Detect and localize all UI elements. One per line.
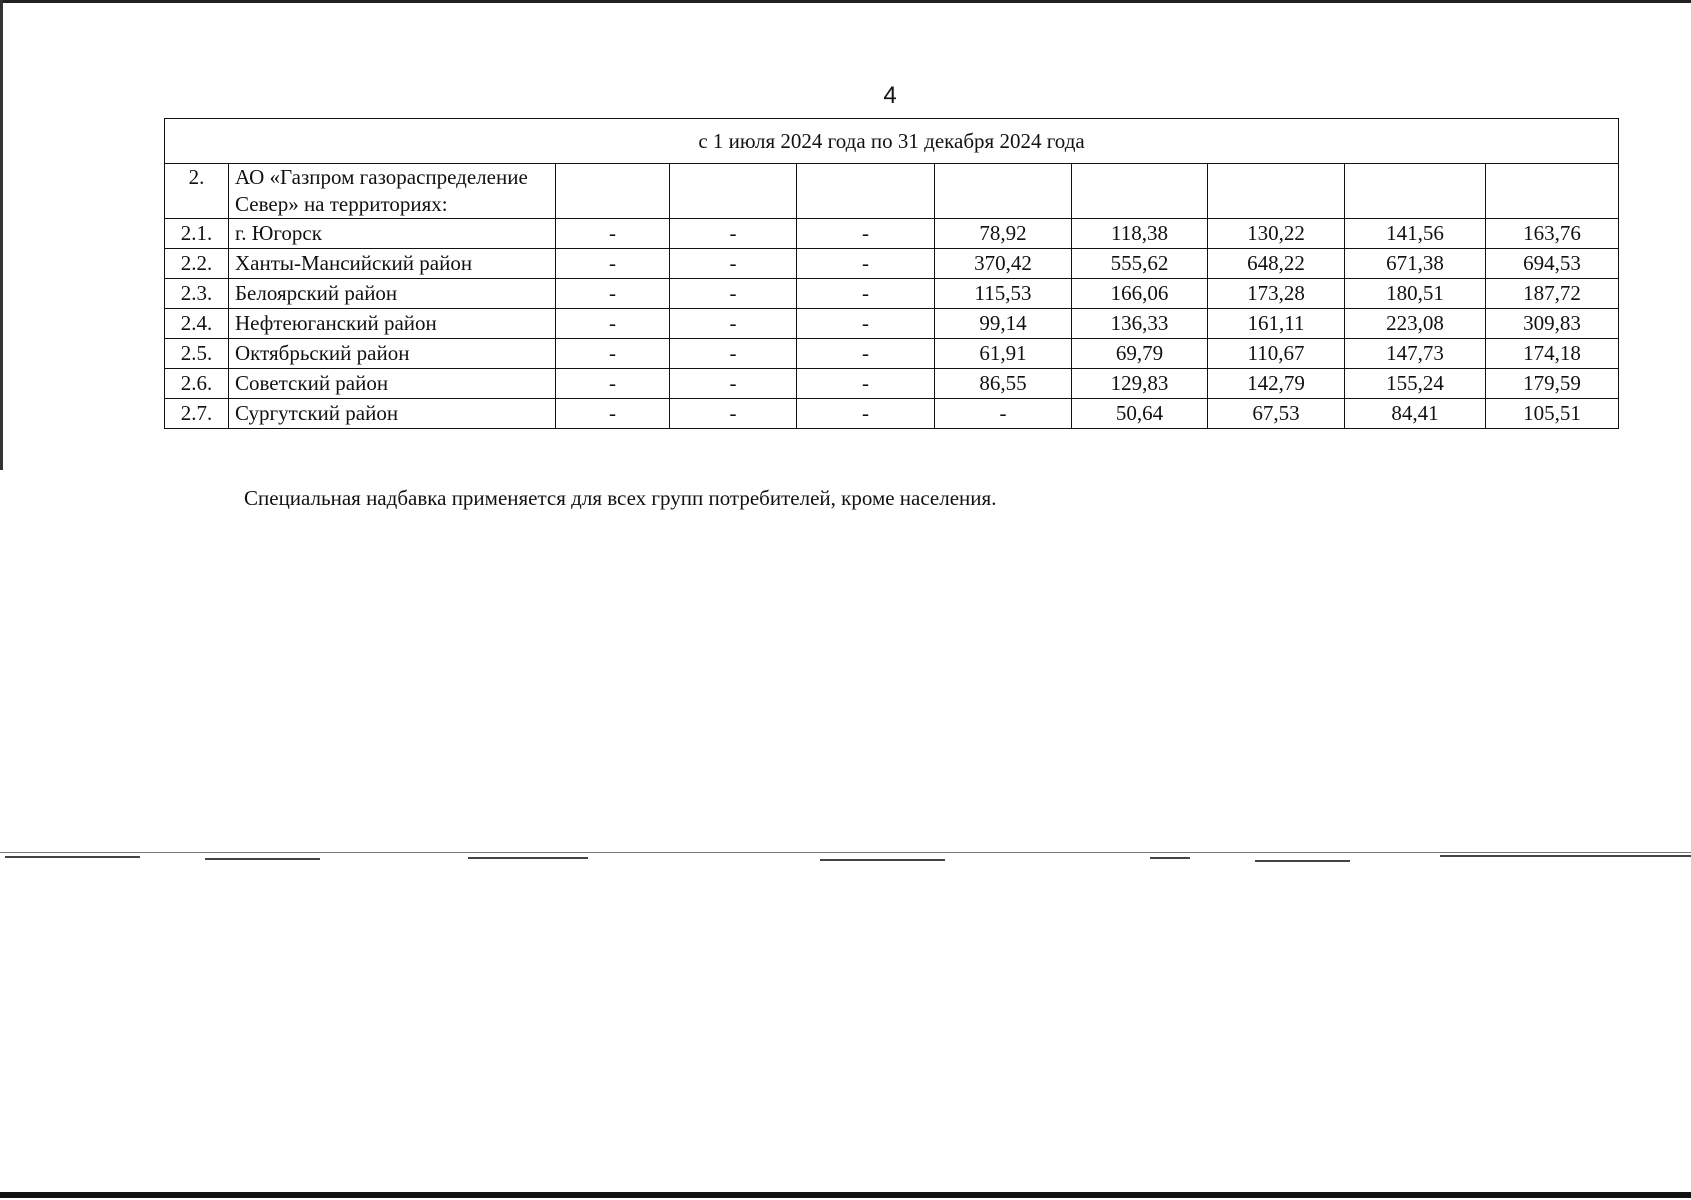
row-value-cell: -: [797, 399, 935, 429]
row-district-name: Ханты-Мансийский район: [229, 249, 556, 279]
row-district-name: Белоярский район: [229, 279, 556, 309]
table-body: [165, 119, 1619, 429]
row-value-cell: 136,33: [1072, 309, 1208, 339]
tariff-table: [164, 118, 1619, 429]
row-value-cell: -: [556, 309, 670, 339]
row-number: 2.3.: [165, 279, 229, 309]
row-number: 2.5.: [165, 339, 229, 369]
row-value-cell: 671,38: [1345, 249, 1486, 279]
period-cell: с 1 июля 2024 года по 31 декабря 2024 года: [165, 119, 1619, 164]
period-row: [165, 119, 1619, 164]
empty-cell: [556, 164, 670, 219]
table-row: [165, 399, 1619, 429]
row-number: 2.4.: [165, 309, 229, 339]
empty-cell: [935, 164, 1072, 219]
row-value-cell: -: [797, 249, 935, 279]
row-value-cell: 180,51: [1345, 279, 1486, 309]
table-row: [165, 249, 1619, 279]
row-value-cell: -: [670, 279, 797, 309]
row-value-cell: 161,11: [1208, 309, 1345, 339]
row-value-cell: -: [797, 279, 935, 309]
empty-cell: [1486, 164, 1619, 219]
row-number: 2.6.: [165, 369, 229, 399]
row-value-cell: -: [556, 279, 670, 309]
row-value-cell: -: [670, 399, 797, 429]
scan-border-left: [0, 0, 3, 470]
row-value-cell: 155,24: [1345, 369, 1486, 399]
row-value-cell: 61,91: [935, 339, 1072, 369]
row-value-cell: -: [556, 339, 670, 369]
row-value-cell: -: [556, 369, 670, 399]
row-value-cell: 115,53: [935, 279, 1072, 309]
row-value-cell: 99,14: [935, 309, 1072, 339]
row-value-cell: -: [797, 369, 935, 399]
row-value-cell: 147,73: [1345, 339, 1486, 369]
row-district-name: Советский район: [229, 369, 556, 399]
row-value-cell: -: [670, 249, 797, 279]
table-row: [165, 279, 1619, 309]
row-value-cell: 129,83: [1072, 369, 1208, 399]
row-value-cell: -: [670, 219, 797, 249]
row-value-cell: 78,92: [935, 219, 1072, 249]
row-value-cell: -: [670, 309, 797, 339]
row-value-cell: -: [556, 249, 670, 279]
row-value-cell: 173,28: [1208, 279, 1345, 309]
row-value-cell: -: [797, 309, 935, 339]
row-value-cell: 309,83: [1486, 309, 1619, 339]
row-value-cell: -: [797, 339, 935, 369]
row-value-cell: 141,56: [1345, 219, 1486, 249]
row-district-name: Нефтеюганский район: [229, 309, 556, 339]
row-value-cell: -: [797, 219, 935, 249]
row-value-cell: 179,59: [1486, 369, 1619, 399]
table-row: [165, 339, 1619, 369]
row-value-cell: 118,38: [1072, 219, 1208, 249]
row-value-cell: 105,51: [1486, 399, 1619, 429]
footnote: Специальная надбавка применяется для всех групп потребителей, кроме населения.: [244, 486, 997, 510]
row-value-cell: 555,62: [1072, 249, 1208, 279]
row-value-cell: 223,08: [1345, 309, 1486, 339]
row-number: 2.2.: [165, 249, 229, 279]
row-value-cell: 648,22: [1208, 249, 1345, 279]
row-value-cell: 50,64: [1072, 399, 1208, 429]
row-value-cell: 370,42: [935, 249, 1072, 279]
row-district-name: Сургутский район: [229, 399, 556, 429]
row-value-cell: 166,06: [1072, 279, 1208, 309]
table-row: [165, 309, 1619, 339]
row-value-cell: 163,76: [1486, 219, 1619, 249]
row-district-name: Октябрьский район: [229, 339, 556, 369]
company-row: [165, 164, 1619, 219]
empty-cell: [1345, 164, 1486, 219]
empty-cell: [1208, 164, 1345, 219]
row-value-cell: -: [556, 219, 670, 249]
row-value-cell: -: [670, 369, 797, 399]
row-value-cell: 84,41: [1345, 399, 1486, 429]
scan-border-bottom: [0, 1192, 1691, 1198]
row-value-cell: 86,55: [935, 369, 1072, 399]
row-value-cell: 69,79: [1072, 339, 1208, 369]
row-number: 2.7.: [165, 399, 229, 429]
empty-cell: [670, 164, 797, 219]
empty-cell: [797, 164, 935, 219]
row-value-cell: -: [556, 399, 670, 429]
scan-artifact-band: [0, 852, 1691, 866]
company-name: АО «Газпром газораспределение Север» на территориях:: [229, 164, 556, 219]
row-value-cell: 174,18: [1486, 339, 1619, 369]
page-number: 4: [883, 82, 897, 109]
row-number: 2.1.: [165, 219, 229, 249]
empty-cell: [1072, 164, 1208, 219]
row-value-cell: -: [935, 399, 1072, 429]
row-value-cell: 187,72: [1486, 279, 1619, 309]
table-row: [165, 219, 1619, 249]
row-value-cell: 110,67: [1208, 339, 1345, 369]
row-value-cell: 130,22: [1208, 219, 1345, 249]
scan-border-top: [0, 0, 1691, 3]
row-value-cell: 142,79: [1208, 369, 1345, 399]
row-district-name: г. Югорск: [229, 219, 556, 249]
company-number: 2.: [165, 164, 229, 219]
row-value-cell: -: [670, 339, 797, 369]
row-value-cell: 67,53: [1208, 399, 1345, 429]
row-value-cell: 694,53: [1486, 249, 1619, 279]
table-row: [165, 369, 1619, 399]
